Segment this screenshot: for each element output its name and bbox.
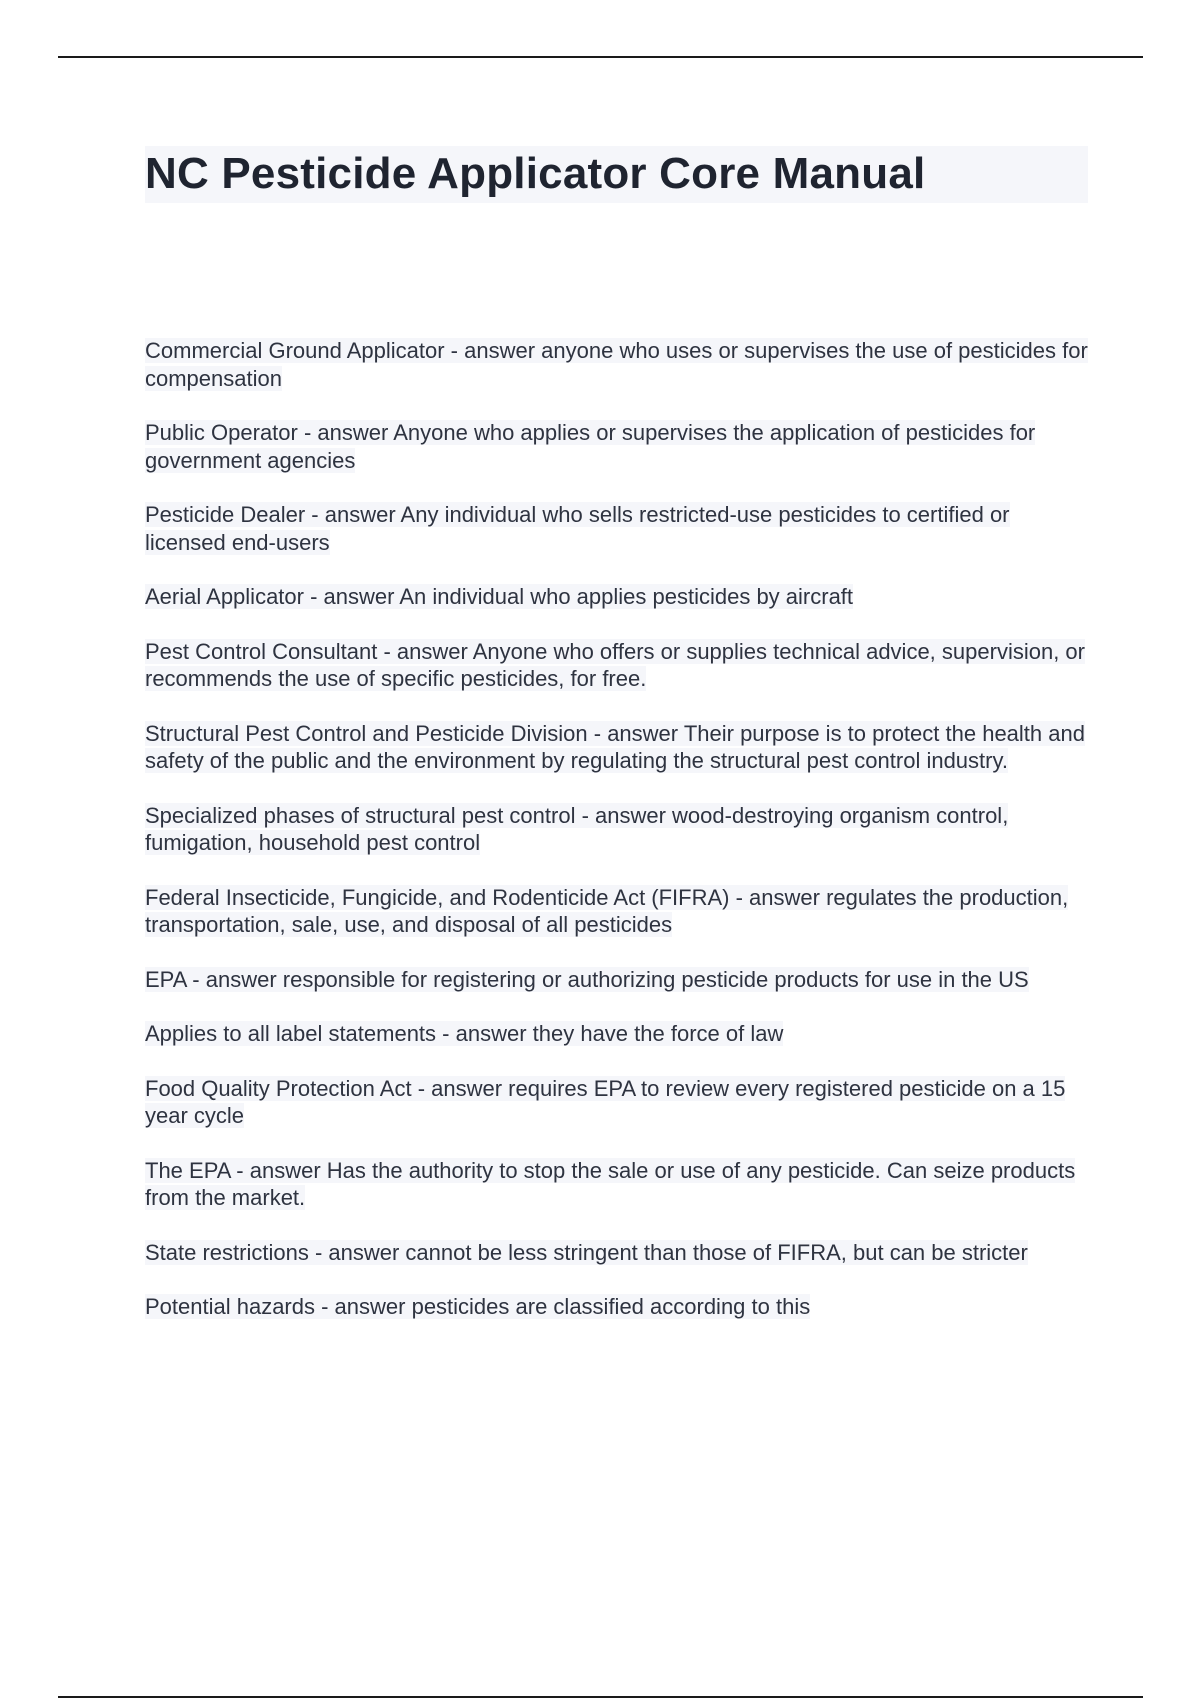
- flashcard-entry: [145, 1239, 1095, 1267]
- flashcard-text: State restrictions - answer cannot be less stringent than those of FIFRA, but can be stricter: [145, 1239, 1028, 1265]
- flashcard-text: Federal Insecticide, Fungicide, and Rodenticide Act (FIFRA) - answer regulates the production, transportation, sale, use, and disposal of all pesticides: [145, 884, 1069, 937]
- flashcard-text: Pesticide Dealer - answer Any individual who sells restricted-use pesticides to certified or licensed end-users: [145, 502, 1010, 555]
- flashcard-text: Commercial Ground Applicator - answer anyone who uses or supervises the use of pesticides for compensation: [145, 338, 1088, 391]
- flashcard-list: [145, 337, 1095, 1348]
- flashcard-entry: [145, 1020, 1095, 1048]
- flashcard-entry: [145, 1293, 1095, 1321]
- flashcard-text: Structural Pest Control and Pesticide Division - answer Their purpose is to protect the health and safety of the public and the environment by regulating the structural pest control industry.: [145, 720, 1085, 773]
- flashcard-entry: [145, 419, 1095, 474]
- flashcard-entry: [145, 583, 1095, 611]
- bottom-rule: [58, 1696, 1143, 1698]
- top-rule: [58, 56, 1143, 58]
- flashcard-entry: [145, 1075, 1095, 1130]
- flashcard-text: Pest Control Consultant - answer Anyone who offers or supplies technical advice, supervision, or recommends the use of specific pesticides, for free.: [145, 638, 1085, 691]
- flashcard-entry: [145, 802, 1095, 857]
- flashcard-entry: [145, 337, 1095, 392]
- flashcard-text: Potential hazards - answer pesticides are classified according to this: [145, 1294, 811, 1319]
- flashcard-entry: [145, 720, 1095, 775]
- flashcard-entry: [145, 884, 1095, 939]
- flashcard-text: The EPA - answer Has the authority to stop the sale or use of any pesticide. Can seize products from the market.: [145, 1157, 1076, 1210]
- flashcard-text: Public Operator - answer Anyone who applies or supervises the application of pesticides for government agencies: [145, 420, 1036, 473]
- flashcard-entry: [145, 966, 1095, 994]
- flashcard-entry: [145, 501, 1095, 556]
- flashcard-text: Applies to all label statements - answer they have the force of law: [145, 1021, 784, 1046]
- flashcard-entry: [145, 1157, 1095, 1212]
- flashcard-text: Aerial Applicator - answer An individual who applies pesticides by aircraft: [145, 584, 854, 609]
- title-block: [145, 146, 1088, 203]
- flashcard-text: Specialized phases of structural pest control - answer wood-destroying organism control, fumigation, household pest control: [145, 802, 1009, 855]
- page-title: NC Pesticide Applicator Core Manual: [145, 149, 926, 198]
- flashcard-entry: [145, 638, 1095, 693]
- flashcard-text: EPA - answer responsible for registering or authorizing pesticide products for use in the US: [145, 966, 1029, 992]
- flashcard-text: Food Quality Protection Act - answer requires EPA to review every registered pesticide on a 15 year cycle: [145, 1075, 1066, 1128]
